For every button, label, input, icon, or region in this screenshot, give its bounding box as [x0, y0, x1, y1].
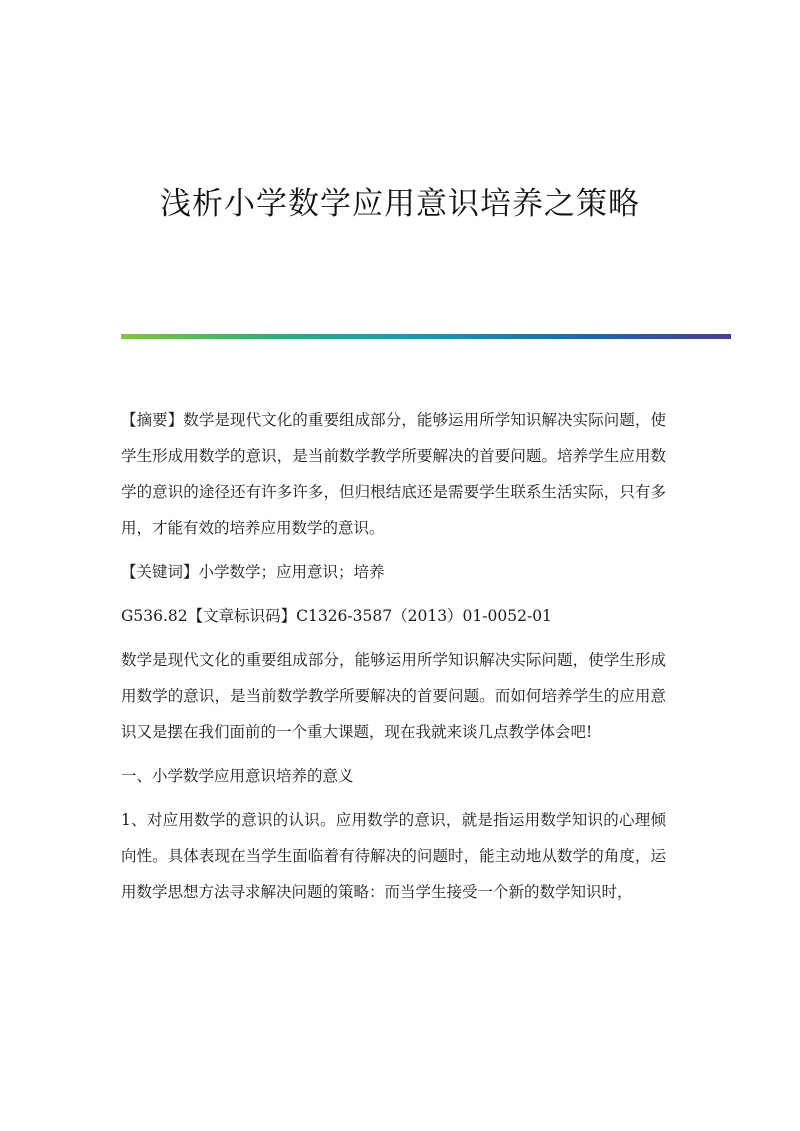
document-title: 浅析小学数学应用意识培养之策略 [160, 186, 640, 222]
title-divider [121, 334, 731, 339]
intro-paragraph: 数学是现代文化的重要组成部分，能够运用所学知识解决实际问题，使学生形成用数学的意识，是当前数学教学所要解决的首要问题。而如何培养学生的应用意识又是摆在我们面前的一个重大课题，现在我就来谈几点教学体会吧! [121, 651, 666, 741]
section-paragraph: 1、对应用数学的意识的认识。应用数学的意识，就是指运用数学知识的心理倾向性。具体表现在当学生面临着有待解决的问题时，能主动地从数学的角度，运用数学思想方法寻求解决问题的策略：而当学生接受一个新的数学知识时， [121, 811, 666, 901]
document-body [121, 402, 666, 918]
section-heading: 一、小学数学应用意识培养的意义 [121, 767, 354, 785]
classification-line: G536.82【文章标识码】C1326-3587（2013）01-0052-01 [121, 607, 552, 625]
abstract-paragraph: 【摘要】数学是现代文化的重要组成部分，能够运用所学知识解决实际问题，使学生形成用数学的意识，是当前数学教学所要解决的首要问题。培养学生应用数学的意识的途径还有许多许多，但归根结底还是需要学生联系生活实际，只有多用，才能有效的培养应用数学的意识。 [121, 411, 666, 537]
keywords-paragraph: 【关键词】小学数学；应用意识；培养 [121, 563, 385, 581]
